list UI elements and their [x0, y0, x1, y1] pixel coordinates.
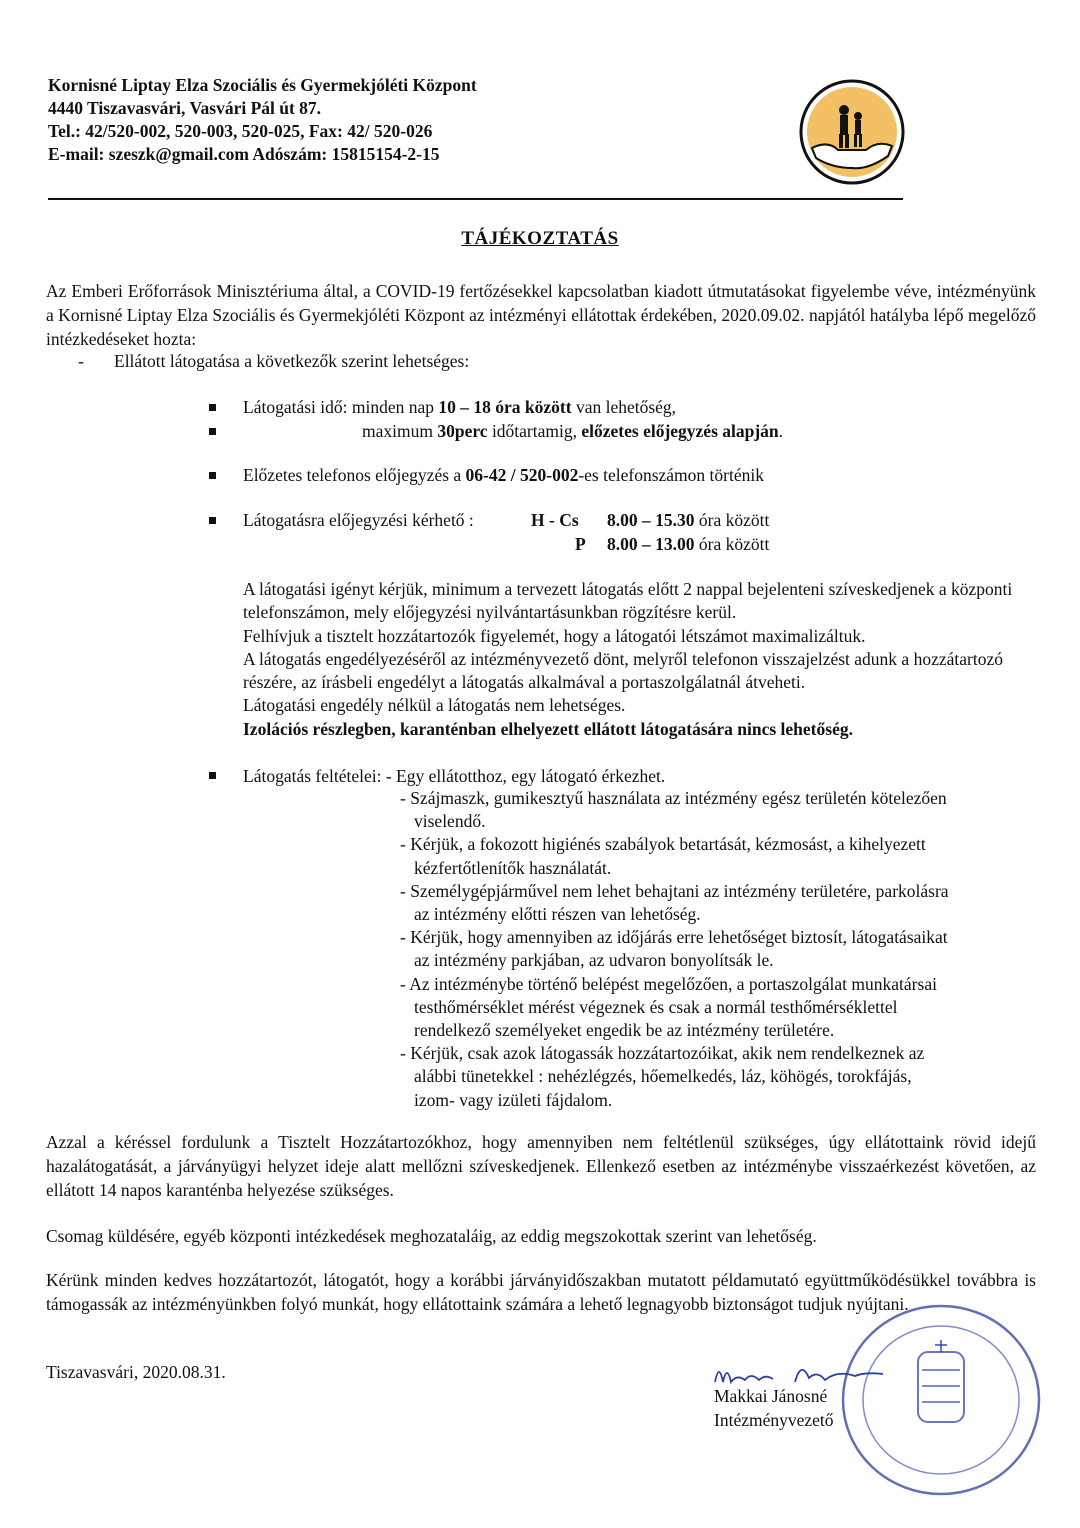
signatory-role: Intézményvezető — [714, 1410, 834, 1430]
bullet-icon — [209, 517, 216, 524]
visit-time-prefix: Látogatási idő: minden nap — [243, 397, 439, 417]
signatory — [714, 1384, 834, 1432]
condition-line: izom- vagy izületi fájdalom. — [414, 1089, 613, 1110]
thanks-paragraph: Kérünk minden kedves hozzátartozót, látogatót, hogy a korábbi járványidőszakban mutatott példamutató együttműködésükkel továbbra is támogassák az intézményünkben folyó munkát, hogy ellátottaink számára a lehető legnagyobb biztonságot tudjuk nyújtani. — [46, 1270, 1036, 1314]
condition-item: - Egy ellátotthoz, egy látogató érkezhet. — [385, 766, 666, 786]
dash-marker: - — [78, 351, 84, 371]
visit-note: Látogatási engedély nélkül a látogatás nem lehetséges. — [243, 695, 626, 716]
duration-end: . — [778, 421, 784, 441]
booking-days-2: P — [575, 534, 586, 554]
conditions-label: Látogatás feltételei: — [243, 766, 386, 786]
phone-booking-line — [243, 463, 764, 487]
condition-line: - Szájmaszk, gumikesztyű használata az intézmény egész területén kötelezően — [400, 788, 947, 808]
booking-hours-label: Látogatásra előjegyzési kérhető : — [243, 510, 474, 530]
intro-paragraph: Az Emberi Erőforrások Minisztériuma által, a COVID-19 fertőzésekkel kapcsolatban kiadott útmutatásokat figyelembe véve, intézményünk a Kornisné Liptay Elza Szociális és Gyermekjóléti Központ az intézményi ellátottak érdekében, 2020.09.02. napjától hatályba lépő megelőző intézkedéseket hozta: — [46, 281, 1036, 349]
org-phone: Tel.: 42/520-002, 520-003, 520-025, Fax: 42/ 520-026 — [48, 121, 433, 141]
booking-hours-suffix-2: óra között — [694, 534, 770, 554]
booking-hours-2: 8.00 – 13.00 — [607, 534, 695, 554]
condition-line: az intézmény parkjában, az udvaron bonyolítsák le. — [414, 950, 774, 971]
closing-paragraph: Azzal a kéréssel fordulunk a Tisztelt Hozzátartozókhoz, hogy amennyiben nem feltétlenül szükséges, úgy ellátottaink rövid idejű hazalátogatását, a járványügyi helyzet ideje alatt mellőzni szíveskedjenek. Ellenkező esetben az intézménybe visszaérkezést követően, az ellátott 14 napos karanténba helyezése szükséges. — [46, 1132, 1036, 1200]
bullet-icon — [209, 428, 216, 435]
condition-item — [400, 973, 1040, 1043]
condition-line: testhőmérséklet mérést végeznek és csak a normál testhőmérséklettel — [414, 996, 898, 1017]
organization-logo-icon — [798, 78, 906, 186]
condition-line: - Kérjük, csak azok látogassák hozzátartozóikat, akik nem rendelkeznek az — [400, 1043, 925, 1064]
booking-days-1: H - Cs — [531, 510, 579, 530]
bullet-icon — [209, 404, 216, 411]
condition-item — [400, 1042, 1040, 1112]
official-stamp-icon — [836, 1300, 1046, 1500]
page-title: TÁJÉKOZTATÁS — [461, 228, 619, 249]
bullet-icon — [209, 772, 216, 779]
signatory-name: Makkai Jánosné — [714, 1386, 828, 1406]
booking-hours-1: 8.00 – 15.30 — [607, 510, 695, 530]
condition-line: viselendő. — [414, 811, 486, 832]
document-date: Tiszavasvári, 2020.08.31. — [46, 1362, 226, 1382]
letterhead — [48, 74, 477, 166]
org-address: 4440 Tiszavasvári, Vasvári Pál út 87. — [48, 98, 322, 118]
condition-item — [400, 880, 1040, 926]
booking-hours-row-1 — [607, 508, 769, 532]
phone-booking-prefix: Előzetes telefonos előjegyzés a — [243, 465, 466, 485]
visit-note: A látogatási igényt kérjük, minimum a tervezett látogatás előtt 2 nappal bejelenteni szíveskedjenek a központi telefonszámon, mely előjegyzési nyilvántartásunkban rögzítésre kerül. — [243, 579, 1013, 623]
dash-item-text: Ellátott látogatása a következők szerint lehetséges: — [114, 351, 470, 371]
duration-prefix: maximum — [362, 421, 438, 441]
conditions-list — [400, 787, 1040, 1112]
condition-line: az intézmény előtti részen van lehetőség. — [414, 904, 701, 925]
header-divider — [48, 198, 903, 200]
duration-condition: előzetes előjegyzés alapján — [581, 421, 779, 441]
duration-mid: időtartamig, — [487, 421, 582, 441]
visit-notes — [243, 578, 1038, 741]
visit-time-line — [243, 395, 676, 419]
condition-item — [400, 833, 1040, 879]
condition-item — [400, 926, 1040, 972]
conditions-head — [243, 764, 665, 788]
visit-duration-line — [362, 419, 783, 443]
booking-hours-suffix-1: óra között — [694, 510, 770, 530]
visit-time-hours: 10 – 18 óra között — [438, 397, 572, 417]
condition-line: - Személygépjárművel nem lehet behajtani az intézmény területére, parkolásra — [400, 880, 949, 901]
condition-line: - Az intézménybe történő belépést megelőzően, a portaszolgálat munkatársai — [400, 973, 937, 994]
booking-hours-row-2 — [607, 532, 769, 556]
phone-booking-suffix: -es telefonszámon történik — [578, 465, 764, 485]
condition-line: - Kérjük, hogy amennyiben az időjárás erre lehetőséget biztosít, látogatásaikat — [400, 927, 948, 948]
condition-line: rendelkező személyeket engedik be az intézmény területére. — [414, 1020, 835, 1041]
condition-line: alábbi tünetekkel : nehézlégzés, hőemelkedés, láz, köhögés, torokfájás, — [414, 1066, 912, 1087]
condition-line: kézfertőtlenítők használatát. — [414, 857, 612, 878]
phone-booking-number: 06-42 / 520-002 — [465, 465, 579, 485]
visit-time-suffix: van lehetőség, — [571, 397, 677, 417]
condition-item — [400, 787, 1040, 833]
duration-value: 30perc — [437, 421, 488, 441]
isolation-note: Izolációs részlegben, karanténban elhelyezett ellátott látogatására nincs lehetőség. — [243, 718, 853, 739]
visit-note: Felhívjuk a tisztelt hozzátartozók figyelemét, hogy a látogatói létszámot maximalizáltuk. — [243, 625, 866, 646]
bullet-icon — [209, 472, 216, 479]
org-email-tax: E-mail: szeszk@gmail.com Adószám: 15815154-2-15 — [48, 144, 440, 164]
org-name: Kornisné Liptay Elza Szociális és Gyermekjóléti Központ — [48, 75, 477, 95]
visit-note: A látogatás engedélyezéséről az intézményvezető dönt, melyről telefonon visszajelzést adunk a hozzátartozó részére, az írásbeli engedélyt a látogatás alkalmával a portaszolgálatnál átveheti. — [243, 648, 1003, 693]
package-paragraph: Csomag küldésére, egyéb központi intézkedések meghozataláig, az eddig megszokottak szerint van lehetőség. — [46, 1226, 817, 1246]
condition-line: - Kérjük, a fokozott higiénés szabályok betartását, kézmosást, a kihelyezett — [400, 834, 926, 855]
